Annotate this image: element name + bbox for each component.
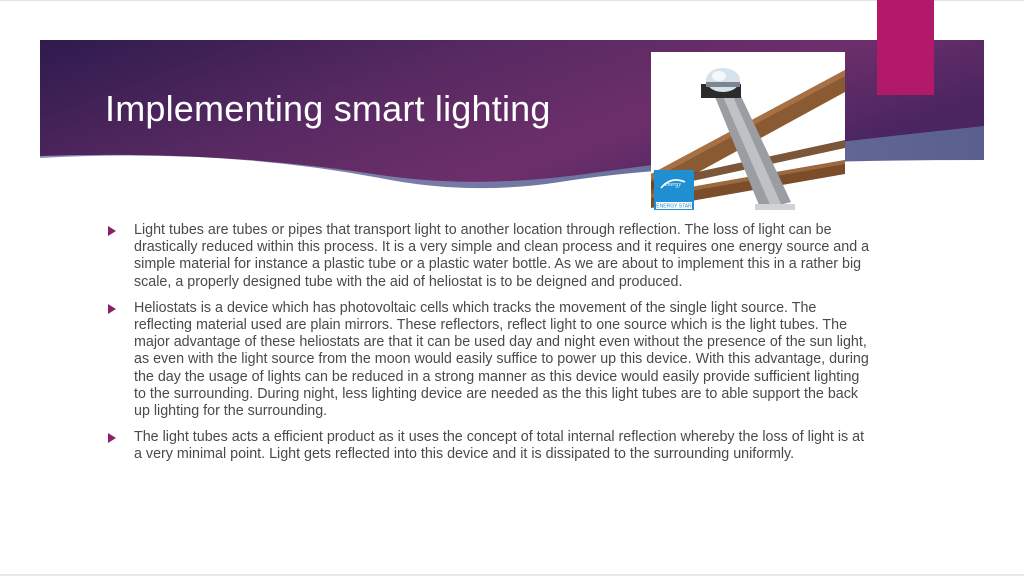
bullet-text: Heliostats is a device which has photovoltaic cells which tracks the movement of the single light source. The reflecting material used are plain mirrors. These reflectors, reflect light to one source which is the light tubes. The major advantage of these heliostats are that it can be used day and night even without the presence of the sun light, as even with the light source from the moon would easily suffice to power up this device. With this advantage, during the day the usage of lights can be reduced in a strong manner as this device would easily provide sufficient lighting to the surrounding. During night, less lighting device are needed as the this light tubes are to able support the back up lighting for the surrounding. [134, 299, 869, 420]
energy-star-label: ENERGY STAR [656, 203, 692, 210]
bullet-arrow-icon [108, 226, 116, 236]
list-item [108, 429, 870, 463]
list-item [108, 300, 870, 420]
bullet-list [108, 222, 870, 473]
bullet-arrow-icon [108, 433, 116, 443]
energy-star-badge [654, 170, 694, 210]
list-item [108, 222, 870, 291]
svg-text:energy: energy [664, 182, 682, 188]
bullet-text: Light tubes are tubes or pipes that transport light to another location through reflection. The loss of light can be drastically reduced within this process. It is a very simple and clean process and it requires one energy source and a simple material for instance a plastic tube or a plastic water bottle. As we are about to implement this in a rather big scale, a properly designed tube with the aid of heliostat is to be deigned and produced. [134, 222, 870, 290]
bullet-arrow-icon [108, 304, 116, 314]
slide-title: Implementing smart lighting [105, 88, 551, 129]
bullet-text: The light tubes acts a efficient product as it uses the concept of total internal reflection whereby the loss of light is at a very minimal point. Light gets reflected into this device and it is dissipated to the surrounding uniformly. [134, 429, 865, 463]
accent-tab [877, 0, 934, 95]
skylight-tube-image [651, 52, 845, 212]
